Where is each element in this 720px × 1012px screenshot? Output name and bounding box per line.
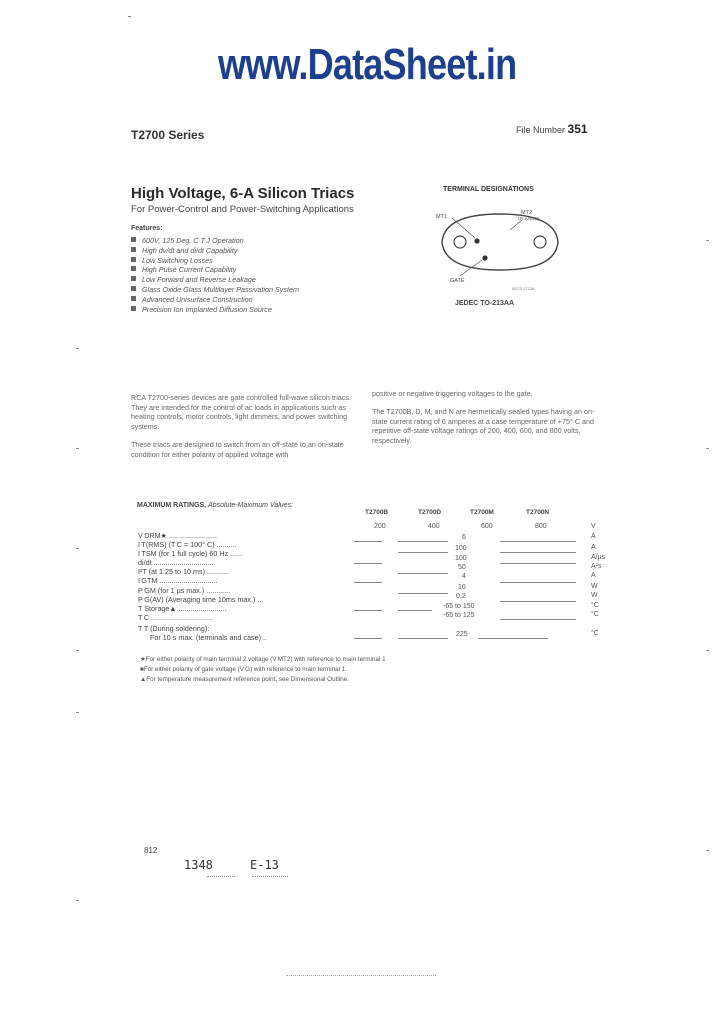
bullet-icon: [131, 237, 136, 242]
file-number-value: 351: [567, 122, 588, 136]
rating-value: 100: [455, 545, 467, 552]
series-title: T2700 Series: [131, 128, 205, 142]
rating-unit: A²s: [591, 563, 602, 570]
rating-value: -65 to 125: [443, 612, 475, 619]
rating-unit: W: [591, 592, 598, 599]
bullet-icon: [131, 286, 136, 291]
mt1-label: MT1: [436, 214, 447, 220]
footnote-temperature: ▲For temperature measurement reference point, see Dimensional Outline.: [140, 676, 349, 683]
rating-param-vdrm: V DRM★ ........................: [138, 531, 217, 540]
column-header-t2700n: T2700N: [526, 509, 550, 516]
drawing-code: 92CS-27138: [512, 286, 535, 291]
feature-item: High Pulse Current Capability: [131, 265, 361, 275]
mt2-leader: [510, 220, 522, 230]
rating-param-di-dt: di/dt ..............................: [138, 558, 214, 567]
file-number: [516, 122, 588, 136]
feature-item: High dv/dt and di/dt Capability: [131, 246, 361, 256]
description-paragraph-4: The T2700B, D, M, and N are hermetically sealed types having an on-state current rating of 6 amperes at a case temperature of +75° C and repetitive off-state voltage ratings of 200, 400, 600, and 800 volts, respectively.: [372, 407, 595, 445]
features-list: [131, 236, 361, 314]
rating-value: 800: [535, 523, 547, 530]
mounting-hole-left: [454, 236, 466, 248]
mt2-label: MT2: [521, 210, 532, 216]
stamp-right: E-13: [250, 858, 279, 872]
rating-value: 400: [428, 523, 440, 530]
stamp-left: 1348: [184, 858, 213, 872]
feature-item: Glass Oxide Glass Multilayer Passivation System: [131, 285, 361, 295]
rating-value: 100: [455, 555, 467, 562]
ratings-heading: MAXIMUM RATINGS, Absolute-Maximum Values:: [137, 502, 293, 509]
bullet-icon: [131, 306, 136, 311]
rating-unit: V: [591, 523, 596, 530]
package-outline: [442, 214, 558, 270]
feature-item: Low Forward and Reverse Leakage: [131, 275, 361, 285]
watermark-logo: www.DataSheet.in: [218, 40, 517, 89]
rating-unit: °C: [591, 602, 599, 609]
rating-value: 200: [374, 523, 386, 530]
mt1-leader: [452, 218, 475, 238]
rating-value: 4: [462, 573, 466, 580]
footnote-gate: ■For either polarity of gate voltage (V G) with reference to main terminal 1.: [140, 666, 348, 673]
description-paragraph-1: RCA T2700-series devices are gate controlled full-wave silicon triacs. They are intended for the control of ac loads in applications such as heating controls, motor controls, light dimmers, and power switching systems.: [131, 393, 351, 431]
document-title: High Voltage, 6-A Silicon Triacs: [131, 185, 355, 202]
rating-unit: °C: [591, 630, 599, 637]
rating-param-tc: T C ...............................: [138, 613, 213, 622]
feature-item: Low Switching Losses: [131, 256, 361, 266]
file-number-label: File Number: [516, 125, 566, 135]
column-header-t2700d: T2700D: [418, 509, 442, 516]
rating-param-pg-av: P G(AV) (Averaging time 10ms max.) ...: [138, 595, 264, 604]
feature-item: Precision Ion Implanted Diffusion Source: [131, 305, 361, 315]
mt2-flange-label: (FLANGE): [518, 216, 540, 221]
rating-param-t-storage: T Storage▲ ........................: [138, 604, 227, 613]
rating-unit: W: [591, 583, 598, 590]
rating-param-igtm: I GTM .............................: [138, 576, 218, 585]
rating-param-tt: T T (During soldering):: [138, 624, 210, 633]
gate-label: GATE: [450, 278, 465, 284]
footnote-vdrm: ★For either polarity of main terminal 2 voltage (V MT2) with reference to main terminal 1: [140, 656, 386, 663]
rating-unit: A/µs: [591, 554, 606, 561]
gate-leader: [460, 260, 482, 276]
features-heading: Features:: [131, 225, 163, 232]
rating-value: 6: [462, 534, 466, 541]
description-paragraph-2: These triacs are designed to switch from an off-state to an on-state condition for either polarity of applied voltage with: [131, 440, 344, 459]
bullet-icon: [131, 266, 136, 271]
mounting-hole-right: [534, 236, 546, 248]
rating-unit: A: [591, 533, 596, 540]
description-paragraph-3: positive or negative triggering voltages to the gate.: [372, 389, 533, 398]
rating-value: 0.2: [456, 593, 466, 600]
rating-value: 225: [456, 631, 468, 638]
column-header-t2700m: T2700M: [470, 509, 494, 516]
page-number: 812: [144, 846, 158, 855]
to213-package-diagram: [430, 200, 570, 300]
mt1-pin: [474, 238, 479, 243]
rating-param-pgm: P GM (for 1 µs max.) ............: [138, 586, 231, 595]
rating-value: 50: [458, 564, 466, 571]
rating-param-soldering: For 10 s max. (terminals and case) ..: [150, 633, 268, 642]
rating-value: 600: [481, 523, 493, 530]
bullet-icon: [131, 296, 136, 301]
rating-param-itsm: I TSM (for 1 full cycle) 60 Hz ......: [138, 549, 243, 558]
rating-value: 16: [458, 584, 466, 591]
document-subtitle: For Power-Control and Power-Switching Applications: [131, 204, 354, 215]
column-header-t2700b: T2700B: [365, 509, 389, 516]
bullet-icon: [131, 257, 136, 262]
bullet-icon: [131, 247, 136, 252]
rating-unit: A: [591, 572, 596, 579]
rating-param-i2t: I²T (at 1.25 to 10 ms) ...........: [138, 567, 229, 576]
package-name: JEDEC TO-213AA: [455, 300, 515, 307]
rating-unit: °C: [591, 611, 599, 618]
feature-item: 600V, 125 Deg. C T J Operation: [131, 236, 361, 246]
terminal-heading: TERMINAL DESIGNATIONS: [443, 186, 534, 193]
rating-value: -65 to 150: [443, 603, 475, 610]
feature-item: Advanced Unisurface Construction: [131, 295, 361, 305]
rating-param-it-rms: I T(RMS) (T C = 100° C) ..........: [138, 540, 237, 549]
gate-pin: [482, 255, 487, 260]
rating-unit: A: [591, 544, 596, 551]
bullet-icon: [131, 276, 136, 281]
